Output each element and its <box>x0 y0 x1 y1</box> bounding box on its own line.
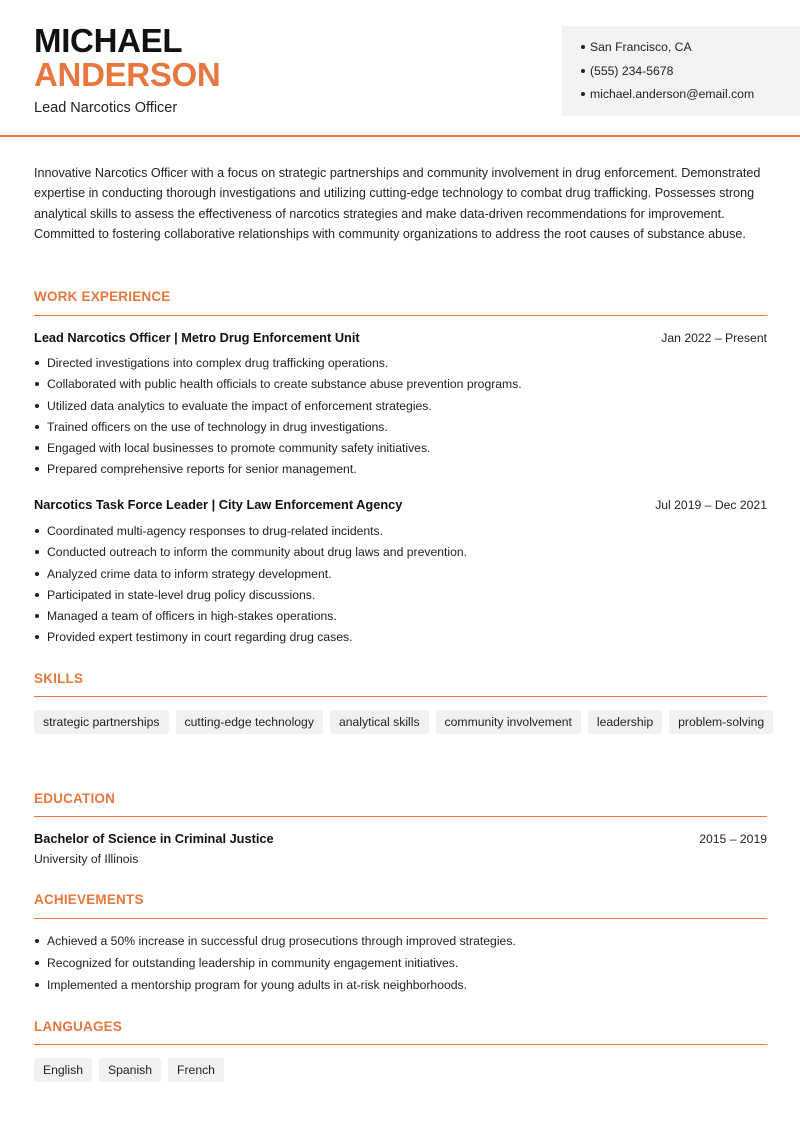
section-title-languages: LANGUAGES <box>34 1019 123 1034</box>
skill-chip: leadership <box>588 710 662 734</box>
job-role: Narcotics Task Force Leader | City Law Enforcement Agency <box>34 497 403 512</box>
skills-list <box>34 710 774 734</box>
list-item: Collaborated with public health officials to create substance abuse prevention programs. <box>34 376 767 397</box>
skill-chip: analytical skills <box>330 710 429 734</box>
section-divider <box>34 696 767 697</box>
job-header <box>34 330 767 348</box>
last-name: ANDERSON <box>34 56 221 93</box>
job-dates: Jul 2019 – Dec 2021 <box>655 498 767 512</box>
section-title-work: WORK EXPERIENCE <box>34 289 171 304</box>
section-divider <box>34 1044 767 1045</box>
job-role: Lead Narcotics Officer | Metro Drug Enforcement Unit <box>34 330 360 345</box>
list-item: Directed investigations into complex drug trafficking operations. <box>34 355 767 376</box>
list-item: Achieved a 50% increase in successful drug prosecutions through improved strategies. <box>34 933 767 955</box>
language-chip: English <box>34 1058 92 1082</box>
section-divider <box>34 918 767 919</box>
list-item: Recognized for outstanding leadership in community engagement initiatives. <box>34 955 767 977</box>
list-item: Provided expert testimony in court regarding drug cases. <box>34 629 767 650</box>
list-item: Engaged with local businesses to promote community safety initiatives. <box>34 440 767 461</box>
contact-email: michael.anderson@email.com <box>562 86 800 110</box>
contact-location: San Francisco, CA <box>562 39 800 63</box>
job-bullets <box>34 355 767 483</box>
achievements-list <box>34 933 767 999</box>
section-title-achievements: ACHIEVEMENTS <box>34 892 144 907</box>
contact-phone: (555) 234-5678 <box>562 63 800 87</box>
education-degree: Bachelor of Science in Criminal Justice <box>34 831 274 846</box>
job-header <box>34 497 767 515</box>
section-divider <box>34 315 767 316</box>
list-item: Managed a team of officers in high-stakes operations. <box>34 608 767 629</box>
section-title-education: EDUCATION <box>34 791 116 806</box>
list-item: Utilized data analytics to evaluate the impact of enforcement strategies. <box>34 398 767 419</box>
skill-chip: problem-solving <box>669 710 773 734</box>
language-chip: French <box>168 1058 224 1082</box>
education-dates: 2015 – 2019 <box>699 832 767 846</box>
education-school: University of Illinois <box>34 852 139 866</box>
job-dates: Jan 2022 – Present <box>661 331 767 345</box>
job-title: Lead Narcotics Officer <box>34 100 178 116</box>
list-item: Participated in state-level drug policy discussions. <box>34 587 767 608</box>
language-chip: Spanish <box>99 1058 161 1082</box>
skill-chip: strategic partnerships <box>34 710 169 734</box>
skill-chip: cutting-edge technology <box>176 710 323 734</box>
list-item: Prepared comprehensive reports for senior management. <box>34 461 767 482</box>
contact-box <box>562 26 800 116</box>
first-name: MICHAEL <box>34 22 183 59</box>
summary: Innovative Narcotics Officer with a focus on strategic partnerships and community involvement in drug enforcement. Demonstrated expertise in conducting thorough investigations and utilizing cutting-edge technology to combat drug trafficking. Possesses strong analytical skills to assess the effectiveness of narcotics strategies and make data-driven recommendations for improvement. Committed to fostering collaborative relationships with community organizations to address the root causes of substance abuse. <box>34 166 761 241</box>
resume-header <box>0 0 800 137</box>
list-item: Trained officers on the use of technology in drug investigations. <box>34 419 767 440</box>
list-item: Conducted outreach to inform the community about drug laws and prevention. <box>34 544 767 565</box>
section-divider <box>34 816 767 817</box>
skill-chip: community involvement <box>436 710 581 734</box>
languages-list <box>34 1058 774 1082</box>
section-title-skills: SKILLS <box>34 671 84 686</box>
list-item: Analyzed crime data to inform strategy development. <box>34 566 767 587</box>
job-bullets <box>34 523 767 651</box>
list-item: Coordinated multi-agency responses to drug-related incidents. <box>34 523 767 544</box>
list-item: Implemented a mentorship program for young adults in at-risk neighborhoods. <box>34 977 767 999</box>
